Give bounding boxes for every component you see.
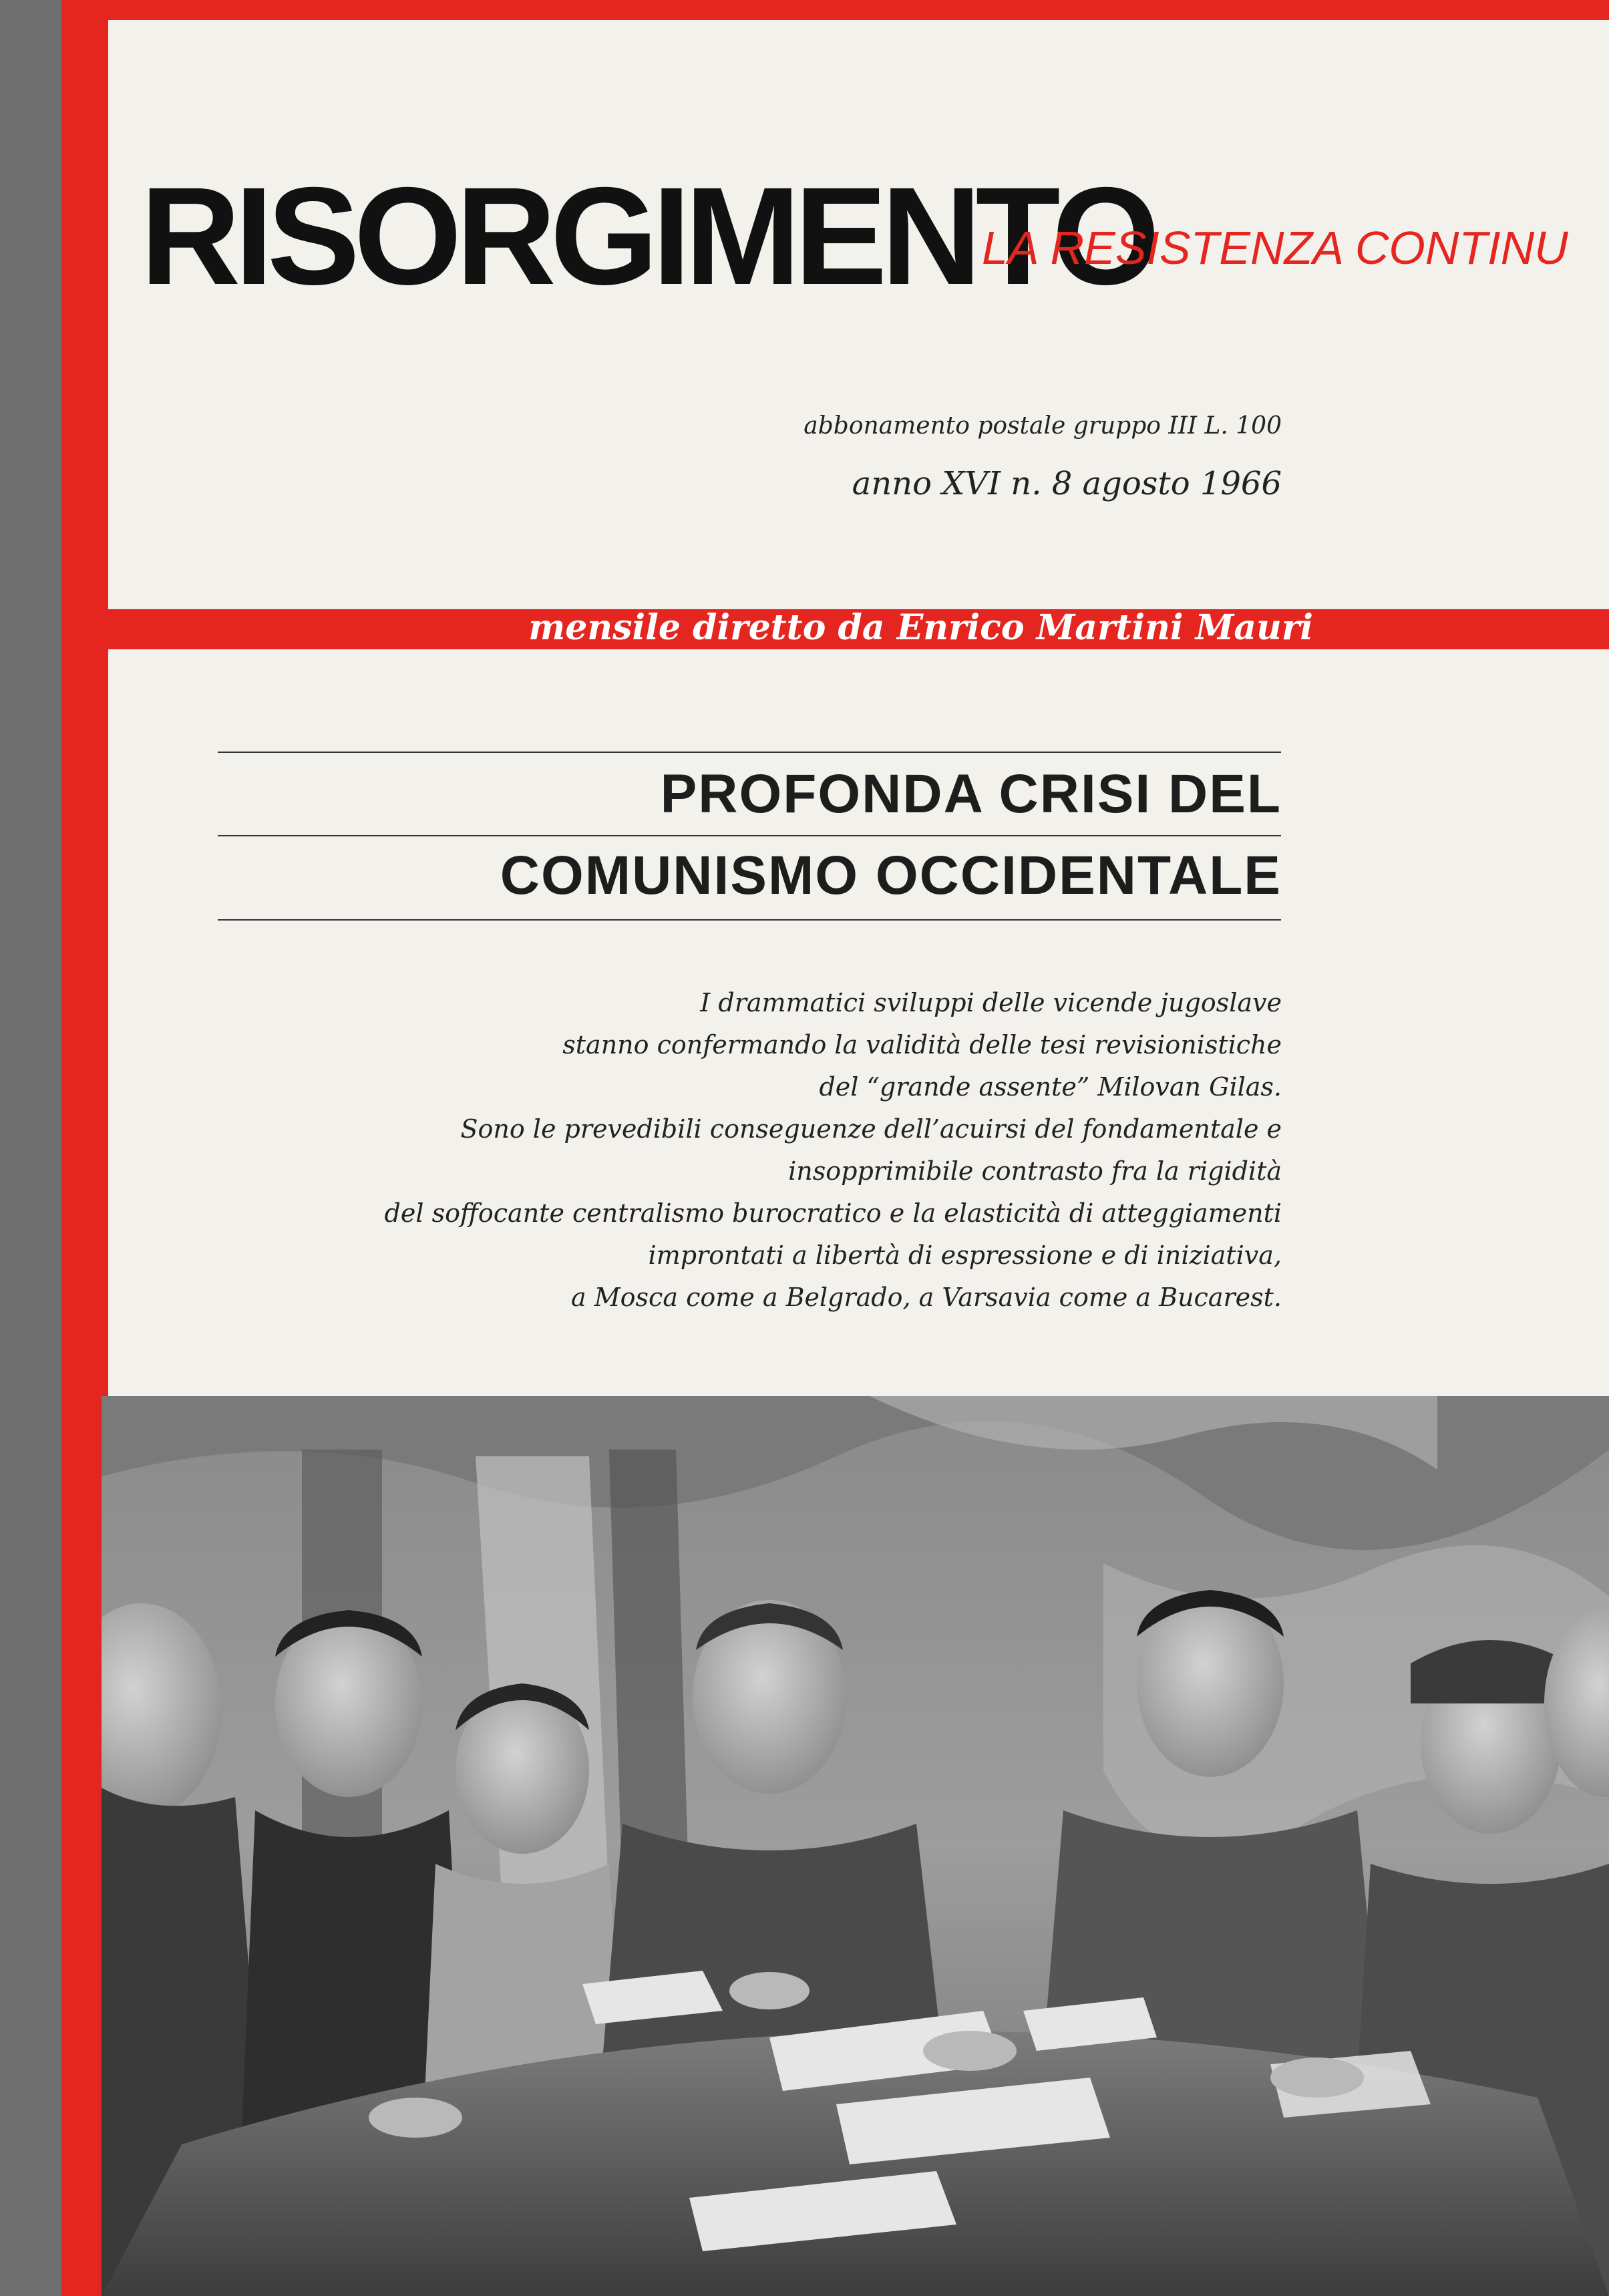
masthead-tagline: LA RESISTENZA CONTINU <box>982 222 1568 274</box>
intro-line: Sono le prevedibili conseguenze dell’acuirsi del fondamentale e <box>460 1114 1282 1144</box>
intro-line: I drammatici sviluppi delle vicende jugoslave <box>700 988 1282 1017</box>
intro-line: del soffocante centralismo burocratico e la elasticità di atteggiamenti <box>384 1198 1282 1228</box>
intro-line: del “grande assente” Milovan Gilas. <box>819 1072 1282 1102</box>
left-gray-stripe <box>0 0 61 2296</box>
issue-info: anno XVI n. 8 agosto 1966 <box>852 465 1282 502</box>
cover-photograph <box>102 1396 1609 2296</box>
masthead-title: RISORGIMENTO <box>140 159 1154 314</box>
intro-line: insopprimibile contrasto fra la rigidità <box>788 1156 1282 1186</box>
headline-rule-top <box>218 752 1281 753</box>
top-red-stripe <box>61 0 1609 20</box>
intro-paragraph <box>385 982 1282 1319</box>
headline-line-2: COMUNISMO OCCIDENTALE <box>500 845 1282 906</box>
headline-rule-bottom <box>218 919 1281 921</box>
intro-line: improntati a libertà di espressione e di iniziativa, <box>648 1241 1282 1270</box>
headline-line-1: PROFONDA CRISI DEL <box>660 764 1282 824</box>
headline-rule-middle <box>218 835 1281 836</box>
editor-band-text: mensile diretto da Enrico Martini Mauri <box>528 607 1313 648</box>
intro-line: stanno confermando la validità delle tesi revisionistiche <box>562 1030 1282 1059</box>
intro-line: a Mosca come a Belgrado, a Varsavia come a Bucarest. <box>571 1283 1282 1312</box>
postal-info: abbonamento postale gruppo III L. 100 <box>803 412 1282 440</box>
